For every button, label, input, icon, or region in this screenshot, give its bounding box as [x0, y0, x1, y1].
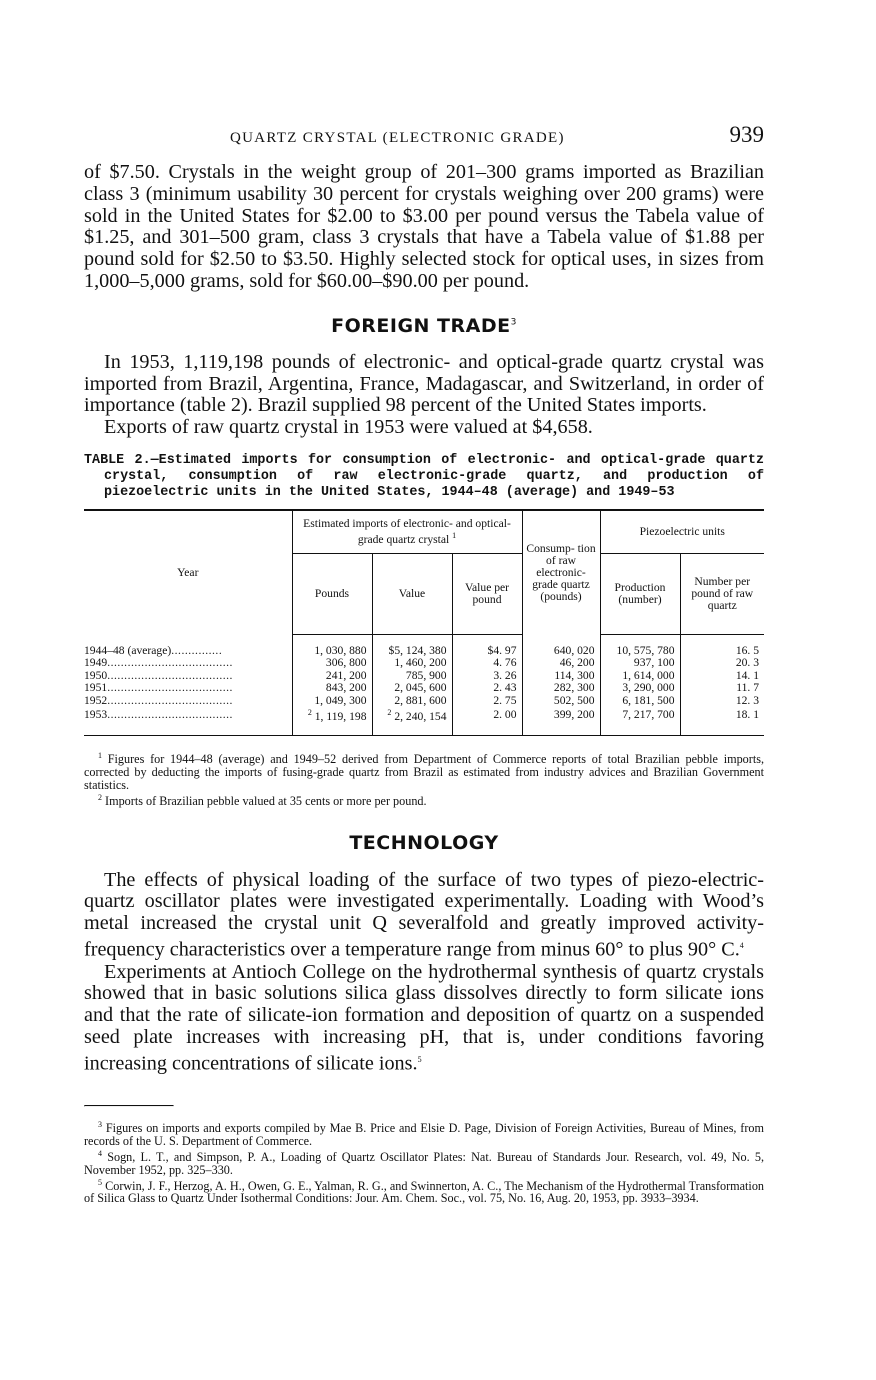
table-row	[84, 707, 764, 736]
leader-dots: .....................................	[107, 681, 233, 695]
cell-value: 2, 881, 600	[372, 695, 452, 707]
cell-value: $5, 124, 380	[372, 634, 452, 657]
technology-paragraph-2	[84, 962, 764, 1076]
header-year: Year	[177, 565, 199, 579]
cell-value: 1, 460, 200	[372, 657, 452, 669]
cell-units-per-pound: 18. 1	[680, 707, 764, 736]
leader-dots: .....................................	[107, 668, 233, 682]
header-piezo-group: Piezoelectric units	[600, 510, 764, 554]
document-page	[84, 118, 764, 1205]
technology-paragraph-1-note: 4	[739, 940, 744, 950]
header-value: Value	[372, 553, 452, 634]
cell-value-per-pound: 2. 43	[452, 682, 522, 694]
page-number: 939	[729, 122, 764, 147]
footnote-mark: 5	[98, 1177, 102, 1187]
cell-pounds: 1, 049, 300	[292, 695, 372, 707]
cell-pounds: 1, 030, 880	[292, 634, 372, 657]
table-note-text: Figures for 1944–48 (average) and 1949–52 derived from Department of Commerce reports of total Brazilian pebble imports, corrected by deducting the imports of fusing-grade quartz from Brazil as estimated from industry advices and Brazilian Government statistics.	[84, 752, 765, 792]
cell-value-value: 2, 240, 154	[394, 709, 447, 723]
footnote-text: Sogn, L. T., and Simpson, P. A., Loading of Quartz Oscillator Plates: Nat. Bureau of Standards Jour. Research, vol. 49, No. 5, November 1952, pp. 325–330.	[84, 1149, 764, 1177]
table-note-mark: 1	[98, 751, 102, 761]
leader-dots: .....................................	[107, 693, 233, 707]
header-imports-note: 1	[452, 531, 457, 541]
cell-pounds-value: 1, 119, 198	[314, 709, 367, 723]
cell-production: 7, 217, 700	[600, 707, 680, 736]
table-note	[84, 750, 764, 791]
footnote-mark: 4	[98, 1148, 102, 1158]
leader-dots: ...............	[171, 643, 223, 657]
table-row	[84, 634, 764, 657]
footnote-text: Corwin, J. F., Herzog, A. H., Owen, G. E., Yalman, R. G., and Swinnerton, A. C., The Mechanism of the Hydrothermal Transformation of Silica Glass to Quartz Under Isothermal Conditions: Jour. Am. Chem. Soc., vol. 75, No. 16, Aug. 20, 1953, pp. 3933–3934.	[84, 1178, 765, 1206]
intro-paragraph: of $7.50. Crystals in the weight group of 201–300 grams imported as Brazilian class 3 (minimum usability 30 percent for crystals weighing over 200 grams) were sold in the United States for $2.00 to $3.00 per pound versus the Tabela value of $1.25, and 301–500 gram, class 3 crystals that have a Tabela value of $1.88 per pound sold for $2.50 to $3.50. Highly selected stock for optical uses, in sizes from 1,000–5,000 grams, sold for $60.00–$90.00 per pound.	[84, 161, 764, 292]
row-year-label: 1953	[84, 707, 108, 721]
cell-value	[372, 707, 452, 736]
cell-value: 785, 900	[372, 670, 452, 682]
cell-production: 6, 181, 500	[600, 695, 680, 707]
cell-pounds: 241, 200	[292, 670, 372, 682]
row-year	[84, 695, 292, 707]
cell-units-per-pound: 20. 3	[680, 657, 764, 669]
foreign-trade-heading-text: FOREIGN TRADE	[331, 314, 511, 337]
cell-production: 10, 575, 780	[600, 634, 680, 657]
cell-production: 937, 100	[600, 657, 680, 669]
foreign-trade-heading-note: 3	[510, 317, 517, 328]
cell-value-per-pound: 2. 75	[452, 695, 522, 707]
cell-pounds-note: 2	[307, 708, 312, 717]
row-year-label: 1952	[84, 693, 108, 707]
cell-units-per-pound: 12. 3	[680, 695, 764, 707]
footnote	[84, 1119, 764, 1148]
header-value-per-pound: Value per pound	[452, 553, 522, 634]
technology-paragraph-2-note: 5	[417, 1054, 422, 1064]
cell-value: 2, 045, 600	[372, 682, 452, 694]
cell-consumption: 114, 300	[522, 670, 600, 682]
footnote	[84, 1177, 764, 1206]
header-imports-group	[292, 510, 522, 554]
header-imports-group-text: Estimated imports of electronic- and optical-grade quartz crystal	[303, 517, 511, 546]
cell-value-per-pound: 2. 00	[452, 707, 522, 736]
table-note	[84, 792, 764, 808]
cell-consumption: 640, 020	[522, 634, 600, 657]
cell-units-per-pound: 14. 1	[680, 670, 764, 682]
running-title: QUARTZ CRYSTAL (ELECTRONIC GRADE)	[230, 130, 565, 146]
cell-consumption: 502, 500	[522, 695, 600, 707]
foreign-trade-paragraph-1: In 1953, 1,119,198 pounds of electronic- and optical-grade quartz crystal was imported from Brazil, Argentina, France, Madagascar, and Switzerland, in order of importance (table 2). Brazil supplied 98 percent of the United States imports.	[84, 350, 764, 417]
foreign-trade-heading	[84, 315, 764, 337]
cell-units-per-pound: 16. 5	[680, 634, 764, 657]
technology-paragraph-1	[84, 870, 764, 962]
table-notes	[84, 750, 764, 807]
technology-paragraph-1-text: The effects of physical loading of the surface of two types of piezo-electric-quartz oscillator plates were investigated experimentally. Loading with Wood’s metal increased the crystal unit Q severalfold and greatly improved activity-frequency characteristics over a temperature range from minus 60° to plus 90° C.	[84, 868, 764, 961]
header-production: Production (number)	[600, 553, 680, 634]
imports-table	[84, 509, 764, 736]
cell-value-note: 2	[387, 708, 392, 717]
table-caption: TABLE 2.—Estimated imports for consumption of electronic- and optical-grade quartz crystal, consumption of raw electronic-grade quartz, and production of piezoelectric units in the United States, 1944–48 (average) and 1949–53	[84, 452, 764, 500]
cell-pounds: 306, 800	[292, 657, 372, 669]
row-year-label: 1951	[84, 681, 108, 695]
cell-units-per-pound: 11. 7	[680, 682, 764, 694]
cell-production: 1, 614, 000	[600, 670, 680, 682]
table-note-mark: 2	[98, 792, 102, 802]
cell-pounds	[292, 707, 372, 736]
cell-value-per-pound: 3. 26	[452, 670, 522, 682]
row-year-label: 1944–48 (average)	[84, 643, 172, 657]
footnote-mark: 3	[98, 1120, 102, 1130]
row-year	[84, 707, 292, 736]
table-note-text: Imports of Brazilian pebble valued at 35 cents or more per pound.	[105, 793, 427, 808]
header-pounds: Pounds	[292, 553, 372, 634]
row-year-label: 1949	[84, 656, 108, 670]
header-number-per-pound: Number per pound of raw quartz	[680, 553, 764, 634]
footnote-rule	[84, 1105, 174, 1107]
running-head	[84, 118, 764, 162]
leader-dots: .....................................	[107, 707, 233, 721]
technology-heading: TECHNOLOGY	[349, 831, 499, 854]
cell-production: 3, 290, 000	[600, 682, 680, 694]
header-consumption: Consump- tion of raw electronic- grade quartz (pounds)	[522, 510, 600, 635]
footnote-text: Figures on imports and exports compiled by Mae B. Price and Elsie D. Page, Division of Foreign Activities, Bureau of Mines, from records of the U. S. Department of Commerce.	[84, 1121, 764, 1149]
cell-consumption: 282, 300	[522, 682, 600, 694]
cell-pounds: 843, 200	[292, 682, 372, 694]
row-year-label: 1950	[84, 668, 108, 682]
footnotes	[84, 1119, 764, 1205]
technology-paragraph-2-text: Experiments at Antioch College on the hydrothermal synthesis of quartz crystals showed that in basic solutions silica glass dissolves directly to form silicate ions and that the rate of silicate-ion formation and deposition of quartz on a suspended seed plate increases with increasing pH, that is, under conditions favoring increasing concentrations of silicate ions.	[84, 960, 764, 1075]
cell-consumption: 46, 200	[522, 657, 600, 669]
cell-consumption: 399, 200	[522, 707, 600, 736]
leader-dots: .....................................	[107, 656, 233, 670]
cell-value-per-pound: $4. 97	[452, 634, 522, 657]
foreign-trade-paragraph-2: Exports of raw quartz crystal in 1953 were valued at $4,658.	[104, 416, 593, 439]
cell-value-per-pound: 4. 76	[452, 657, 522, 669]
row-year	[84, 634, 292, 657]
table-row	[84, 695, 764, 707]
footnote	[84, 1148, 764, 1177]
